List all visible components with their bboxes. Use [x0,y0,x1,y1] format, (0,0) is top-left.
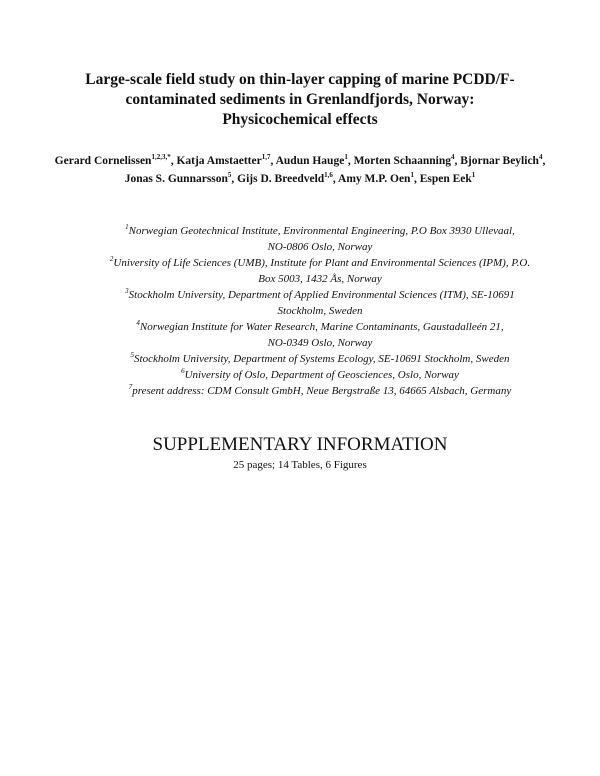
author-affiliation-marker: 1,6 [324,171,333,179]
author-name: Espen Eek [419,173,472,185]
affiliation-text: Stockholm University, Department of Applied Environmental Sciences (ITM), SE-10691 [128,289,515,301]
affiliation-line [80,287,560,303]
affiliation-text: Box 5003, 1432 Ås, Norway [258,273,382,285]
affiliation-text: Norwegian Institute for Water Research, Marine Contaminants, Gaustadalleén 21, [139,321,504,333]
author [420,173,476,185]
author [237,173,333,185]
author [460,155,542,167]
title-line: Physicochemical effects [222,111,378,128]
author-affiliation-marker: 1,2,3,* [151,153,171,161]
author-name: Gijs D. Breedveld [237,173,325,185]
affiliation-line [80,239,560,255]
affiliation-marker: 3 [125,287,129,295]
affiliation-line [80,255,560,271]
author-affiliation-marker: 1 [471,171,476,179]
affiliation-line [80,303,560,319]
author-name: Katja Amstaetter [176,155,262,167]
affiliation-list [80,223,560,399]
author-name: Morten Schaanning [353,155,452,167]
affiliation-text: Norwegian Geotechnical Institute, Environmental Engineering, P.O Box 3930 Ullevaal, [128,225,515,237]
author-affiliation-marker: 1 [344,153,348,161]
affiliation-text: present address: CDM Consult GmbH, Neue Bergstraße 13, 64665 Alsbach, Germany [132,385,512,397]
author-name: Gerard Cornelissen [54,155,152,167]
author [55,155,171,167]
affiliation-marker: 1 [125,223,129,231]
author-affiliation-marker: 5 [227,171,232,179]
affiliation-line [80,271,560,287]
supplementary-heading: SUPPLEMENTARY INFORMATION [152,434,448,455]
author [354,155,455,167]
author-name: Jonas S. Gunnarsson [124,173,228,185]
affiliation-text: NO-0806 Oslo, Norway [267,241,373,253]
affiliation-marker: 6 [181,367,185,375]
affiliation-line [80,351,560,367]
affiliation-text: University of Oslo, Department of Geosciences, Oslo, Norway [184,369,459,381]
affiliation-text: Stockholm University, Department of Systems Ecology, SE-10691 Stockholm, Sweden [134,353,510,365]
title-line: contaminated sediments in Grenlandfjords, Norway: [125,91,475,108]
affiliation-text: NO-0349 Oslo, Norway [267,337,373,349]
affiliation-line [80,223,560,239]
author-name: Audun Hauge [275,155,345,167]
author-name: Bjornar Beylich [460,155,539,167]
affiliation-line [80,383,560,399]
author [176,155,270,167]
affiliation-text: University of Life Sciences (UMB), Institute for Plant and Environmental Sciences (IPM), P.O. [113,257,531,269]
author-list: Gerard Cornelissen$^{1,2,3,*}$, Katja Amstaetter$^{1,7}$, Audun Hauge$^1$, Morten Schaanning$^4$, Bjornar Beylich$^4$, Jonas S. Gunnarsson$^5$, Gijs D. Breedveld$^{1,6}$, Amy M.P. Oen$^1$, Espen Eek$^1$ [54,153,546,185]
affiliation-marker: 7 [128,383,133,391]
affiliation-text: Stockholm, Sweden [277,305,363,317]
author-affiliation-marker: 1,7 [261,153,271,161]
author-name: Amy M.P. Oen [338,173,411,185]
title-line: Large-scale field study on thin-layer capping of marine PCDD/F- [85,71,515,88]
affiliation-marker: 2 [109,255,114,263]
supplementary-subtitle: 25 pages; 14 Tables, 6 Figures [233,459,367,471]
affiliation-line [80,319,560,335]
affiliation-marker: 5 [130,351,135,359]
author-affiliation-marker: 4 [451,153,455,161]
affiliation-line [80,367,560,383]
affiliation-line [80,335,560,351]
author-affiliation-marker: 4 [538,153,543,161]
affiliation-marker: 4 [136,319,140,327]
author [276,155,348,167]
author [338,173,414,185]
author [125,173,232,185]
paper-title [40,70,560,130]
author-affiliation-marker: 1 [410,171,414,179]
